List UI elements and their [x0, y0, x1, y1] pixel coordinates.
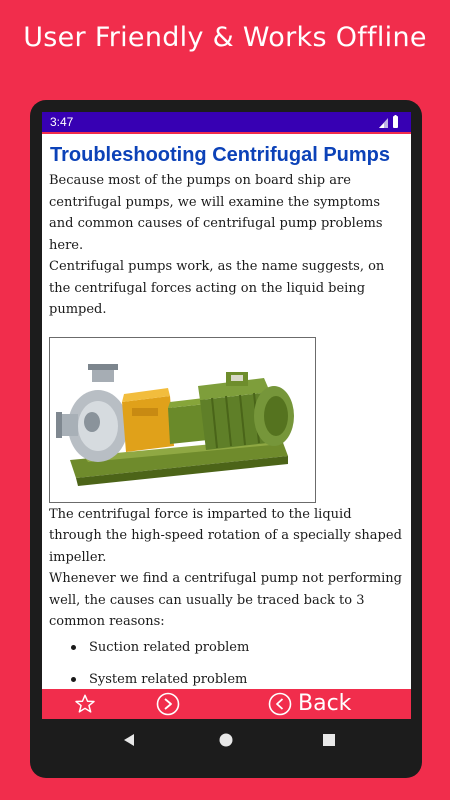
list-item: [49, 637, 404, 669]
back-button-label: Back: [298, 691, 352, 716]
nav-home-icon[interactable]: [218, 732, 234, 748]
app-screen: [42, 112, 411, 719]
nav-back-icon[interactable]: [122, 733, 136, 747]
article-content[interactable]: [49, 136, 404, 690]
article-title: Troubleshooting Centrifugal Pumps: [50, 144, 390, 166]
causes-list: [49, 637, 404, 691]
bottom-action-bar: [42, 689, 411, 719]
body-paragraph-2: Whenever we find a centrifugal pump not performing well, the causes can usually be traced back to 3 common reasons:: [49, 571, 402, 629]
next-circle-icon[interactable]: [156, 692, 180, 716]
status-bar: [42, 112, 411, 132]
status-time: 3:47: [50, 115, 74, 129]
star-icon[interactable]: [74, 693, 96, 715]
phone-frame: [30, 100, 422, 778]
header-accent-line: [42, 132, 411, 134]
intro-paragraph-2: Centrifugal pumps work, as the name suggests, on the centrifugal forces acting on the liquid being pumped.: [49, 259, 385, 317]
signal-icon: [379, 118, 388, 128]
list-item-text: System related problem: [89, 671, 248, 687]
back-button[interactable]: [268, 691, 351, 717]
back-circle-icon: [268, 692, 292, 716]
system-nav-bar: [42, 720, 411, 762]
list-item: [49, 669, 404, 691]
bullet-dot: [71, 677, 76, 682]
bullet-dot: [71, 645, 76, 650]
pump-image: [49, 337, 316, 503]
status-icons: [377, 115, 401, 129]
battery-icon: [393, 115, 398, 128]
promo-banner-text: User Friendly & Works Offline: [23, 22, 427, 53]
nav-recents-icon[interactable]: [322, 733, 336, 747]
intro-paragraph: Because most of the pumps on board ship are centrifugal pumps, we will examine the symptoms and common causes of centrifugal pump problems here.: [49, 173, 383, 253]
body-paragraph: The centrifugal force is imparted to the liquid through the high-speed rotation of a specially shaped impeller.: [49, 506, 402, 565]
list-item-text: Suction related problem: [89, 639, 250, 655]
